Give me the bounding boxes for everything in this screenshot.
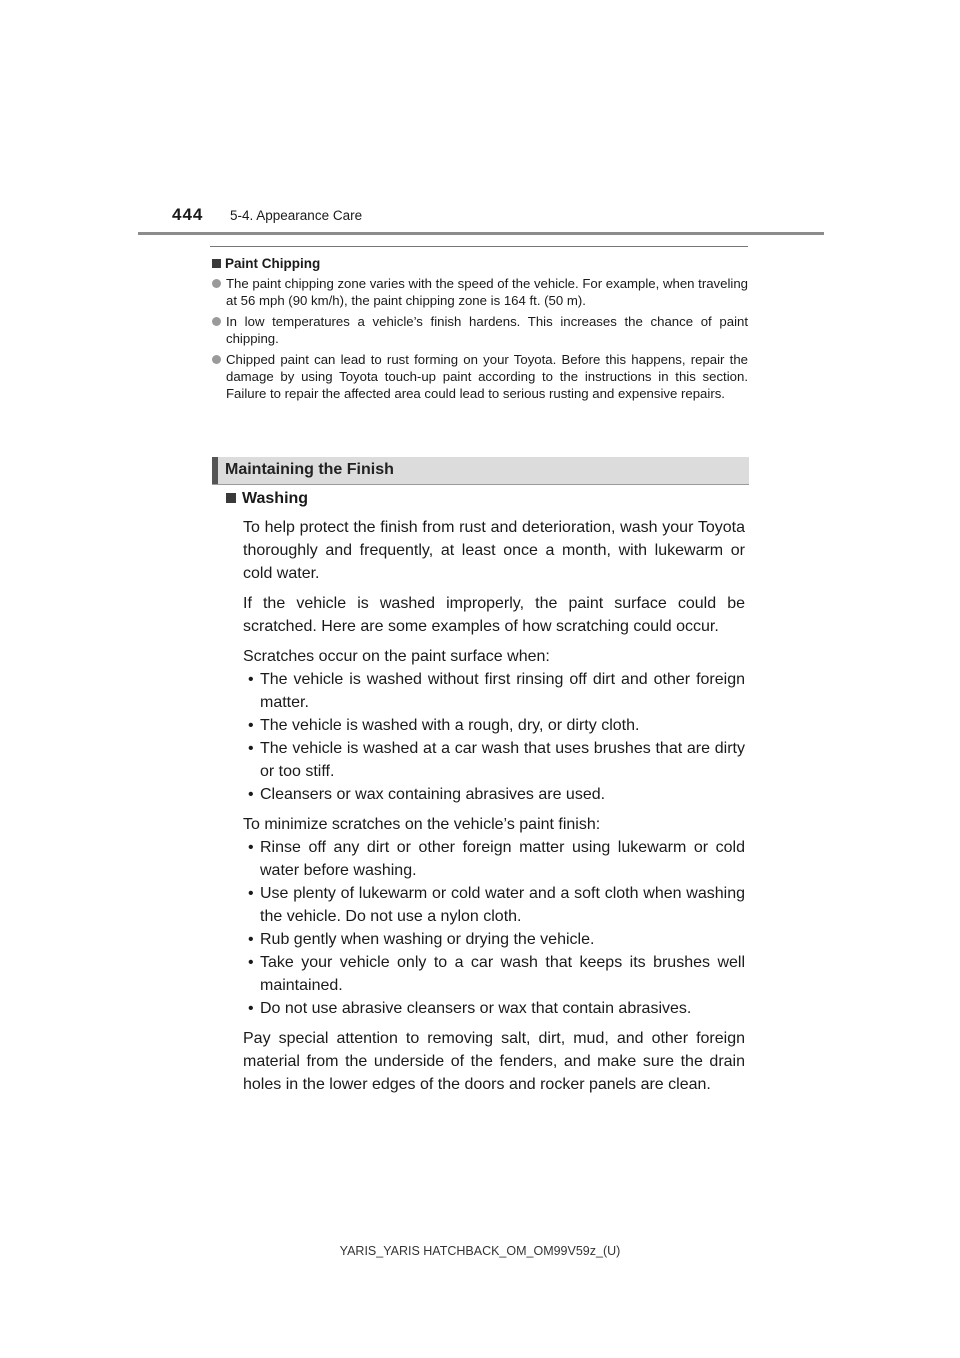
section-banner xyxy=(212,457,749,485)
paragraph: Pay special attention to removing salt, dirt, mud, and other foreign material from the underside of the fenders, and make sure the drain holes in the lower edges of the doors and rocker panels are clean. xyxy=(243,1030,745,1093)
note-item: Chipped paint can lead to rust forming on your Toyota. Before this happens, repair the damage by using Toyota touch-up paint according to the instructions in this section. Failure to repair the affected area could lead to serious rusting and expensive repairs. xyxy=(212,351,748,402)
list-item: • The vehicle is washed without first rinsing off dirt and other foreign matter. xyxy=(248,671,745,711)
washing-body xyxy=(243,516,745,1103)
minimize-list xyxy=(243,836,745,1020)
paint-chipping-note xyxy=(212,255,748,406)
note-item: The paint chipping zone varies with the speed of the vehicle. For example, when traveling at 56 mph (90 km/h), the paint chipping zone is 164 ft. (50 m). xyxy=(212,275,748,309)
page-number: 444 xyxy=(172,205,204,224)
square-bullet-icon xyxy=(212,259,221,268)
list-item: • Cleansers or wax containing abrasives are used. xyxy=(248,786,606,803)
note-list xyxy=(212,275,748,402)
list-item: • The vehicle is washed with a rough, dry, or dirty cloth. xyxy=(248,717,640,734)
square-bullet-icon xyxy=(226,493,236,503)
circle-bullet-icon xyxy=(212,279,221,288)
list-item: • Do not use abrasive cleansers or wax that contain abrasives. xyxy=(248,1000,692,1017)
banner-title: Maintaining the Finish xyxy=(225,461,394,478)
footer-manual-id: YARIS_YARIS HATCHBACK_OM_OM99V59z_(U) xyxy=(339,1244,621,1258)
list-item: • Use plenty of lukewarm or cold water and a soft cloth when washing the vehicle. Do not use a nylon cloth. xyxy=(248,885,745,925)
page-header xyxy=(172,205,362,225)
note-title: Paint Chipping xyxy=(212,255,748,272)
scratch-intro: Scratches occur on the paint surface when: xyxy=(243,648,550,665)
header-divider xyxy=(138,232,824,235)
scratch-list xyxy=(243,668,745,806)
washing-heading: Washing xyxy=(226,490,308,508)
circle-bullet-icon xyxy=(212,355,221,364)
paragraph: To help protect the finish from rust and deterioration, wash your Toyota thoroughly and frequently, at least once a month, with lukewarm or cold water. xyxy=(243,519,745,582)
paragraph: If the vehicle is washed improperly, the paint surface could be scratched. Here are some examples of how scratching could occur. xyxy=(243,595,745,635)
list-item: • Rinse off any dirt or other foreign matter using lukewarm or cold water before washing. xyxy=(248,839,745,879)
list-item: • Take your vehicle only to a car wash that keeps its brushes well maintained. xyxy=(248,954,745,994)
section-title: 5-4. Appearance Care xyxy=(230,208,363,223)
minimize-intro: To minimize scratches on the vehicle’s paint finish: xyxy=(243,816,601,833)
note-divider xyxy=(210,246,748,247)
note-item: In low temperatures a vehicle’s finish hardens. This increases the chance of paint chipping. xyxy=(212,313,748,347)
circle-bullet-icon xyxy=(212,317,221,326)
banner-accent-bar xyxy=(212,457,218,484)
list-item: • The vehicle is washed at a car wash that uses brushes that are dirty or too stiff. xyxy=(248,740,745,780)
list-item: • Rub gently when washing or drying the vehicle. xyxy=(248,931,595,948)
